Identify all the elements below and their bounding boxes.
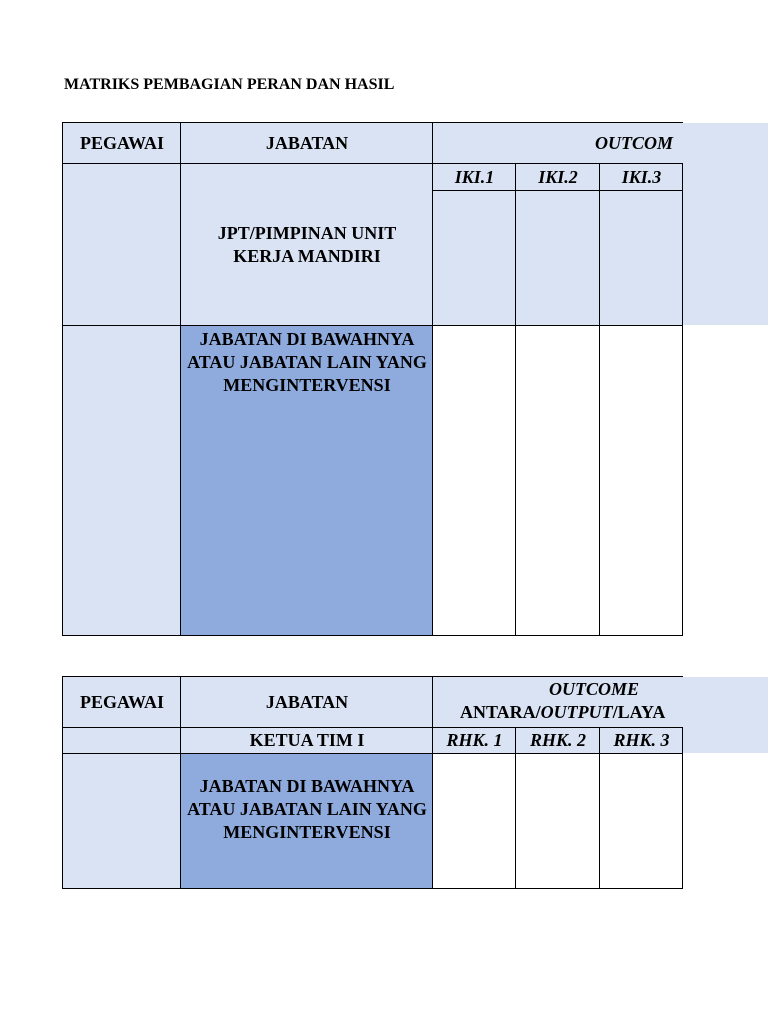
- table1-header-jabatan: JABATAN: [265, 132, 349, 153]
- table2-header-pegawai: PEGAWAI: [79, 691, 164, 712]
- table1-subcol-iki2: IKI.2: [538, 166, 578, 187]
- table1-row1-jabatan: JPT/PIMPINAN UNIT KERJA MANDIRI: [217, 223, 397, 266]
- table2-header-outcome: [433, 678, 688, 726]
- table2-row2-pegawai-fill: [63, 753, 181, 888]
- table1-row2-pegawai-fill: [63, 325, 181, 635]
- table2-row2-jabatan: JABATAN DI BAWAHNYA ATAU JABATAN LAIN YANG MENGINTERVENSI: [187, 776, 427, 842]
- table1-header-outcome: OUTCOM: [595, 132, 674, 153]
- table1-subcol-iki3: IKI.3: [621, 166, 662, 187]
- table1-row2-jabatan: JABATAN DI BAWAHNYA ATAU JABATAN LAIN YANG MENGINTERVENSI: [187, 329, 427, 395]
- table2-subcol-rhk1: RHK. 1: [446, 730, 503, 750]
- document-title: MATRIKS PEMBAGIAN PERAN DAN HASIL: [64, 76, 395, 93]
- table2-outcome-line2: ANTARA/OUTPUT/LAYA: [460, 702, 666, 722]
- table1-overflow-fill: [683, 191, 768, 325]
- table1-header-pegawai: PEGAWAI: [79, 132, 164, 153]
- table2-header-jabatan: JABATAN: [265, 691, 349, 712]
- table1-row1-pegawai-fill: [63, 163, 181, 325]
- table1-row1-iki-fill: [433, 191, 683, 325]
- table2-subcol-rhk3: RHK. 3: [613, 730, 670, 750]
- table1-subcol-iki1: IKI.1: [454, 166, 495, 187]
- table2-subcol-rhk2: RHK. 2: [529, 730, 586, 750]
- table2-outcome-line1: OUTCOME: [549, 679, 640, 699]
- table2-row1-jabatan: KETUA TIM I: [249, 730, 365, 750]
